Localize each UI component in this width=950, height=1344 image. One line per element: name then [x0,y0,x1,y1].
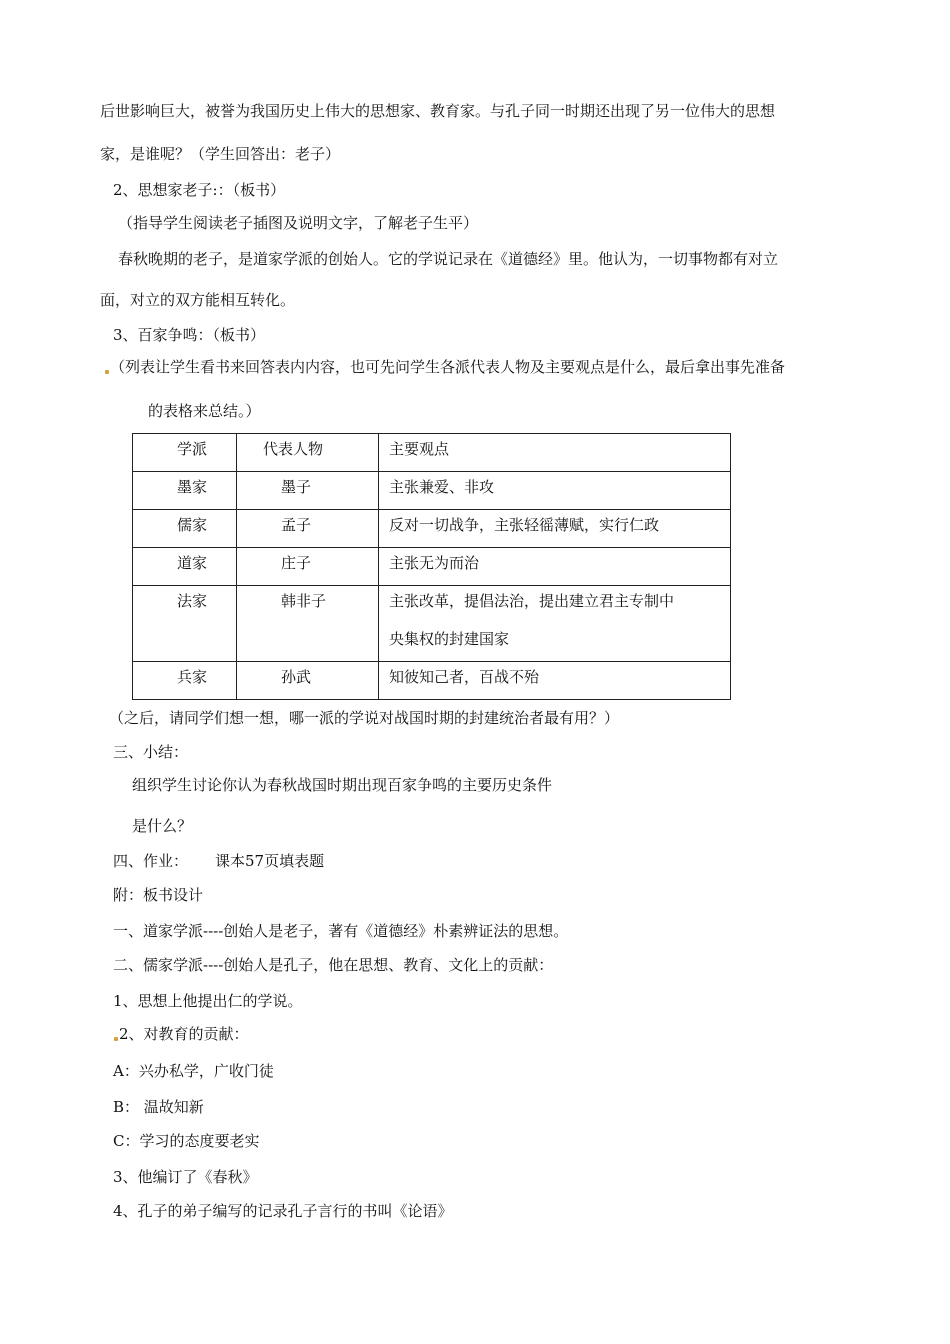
figure-cell: 韩非子 [237,586,379,662]
marker-dot-icon [105,370,109,374]
figure-cell: 庄子 [237,548,379,586]
paragraph-line: 的表格来总结。） [148,402,261,420]
view-cell [379,586,731,662]
table-row [133,586,731,662]
schools-table [132,433,731,700]
figure-cell: 孟子 [237,510,379,548]
table-header-cell: 学派 [133,434,237,472]
paragraph-line: 家，是谁呢？（学生回答出：老子） [100,145,341,163]
section-heading: 四、作业： [113,852,189,870]
board-line: 二、儒家学派----创始人是孔子，他在思想、教育、文化上的贡献： [113,956,554,974]
view-text-continued: 央集权的封建国家 [389,630,510,648]
figure-cell: 孙武 [237,662,379,700]
school-cell: 法家 [133,586,237,662]
view-text: 主张改革，提倡法治，提出建立君主专制中 [389,592,675,610]
board-line: 一、道家学派----创始人是老子，著有《道德经》朴素辨证法的思想。 [113,922,569,940]
table-header-cell: 主要观点 [379,434,731,472]
view-cell: 知彼知己者，百战不殆 [379,662,731,700]
view-cell: 主张兼爱、非攻 [379,472,731,510]
school-cell: 墨家 [133,472,237,510]
table-row [133,548,731,586]
paragraph-line: 是什么？ [132,817,193,835]
paragraph-line: 组织学生讨论你认为春秋战国时期出现百家争鸣的主要历史条件 [132,776,553,794]
paragraph-text: （列表让学生看书来回答表内内容，也可先问学生各派代表人物及主要观点是什么，最后拿出事先准备 [110,358,786,376]
view-cell: 主张无为而治 [379,548,731,586]
table-row [133,510,731,548]
school-cell: 道家 [133,548,237,586]
paragraph-line: 面，对立的双方能相互转化。 [100,291,296,309]
paragraph-line: 后世影响巨大，被誉为我国历史上伟大的思想家、教育家。与孔子同一时期还出现了另一位伟大的思想 [100,102,776,120]
table-row [133,472,731,510]
section-heading: 附：板书设计 [113,886,204,904]
paragraph-line: （之后，请同学们想一想，哪一派的学说对战国时期的封建统治者最有用？） [109,709,620,727]
section-heading: 2、思想家老子:：（板书） [113,181,286,199]
table-row [133,662,731,700]
section-heading: 三、小结： [113,743,189,761]
table-header-cell: 代表人物 [237,434,379,472]
paragraph-line [104,357,785,377]
figure-cell: 墨子 [237,472,379,510]
board-text: 2、对教育的贡献： [119,1025,249,1043]
table-header-row [133,434,731,472]
board-line: B： 温故知新 [113,1098,204,1116]
marker-dot-icon [114,1037,118,1041]
paragraph-line: （指导学生阅读老子插图及说明文字，了解老子生平） [118,214,479,232]
board-line: 4、孔子的弟子编写的记录孔子言行的书叫《论语》 [113,1202,453,1220]
school-cell: 兵家 [133,662,237,700]
board-line: 3、他编订了《春秋》 [113,1168,258,1186]
board-line [113,1024,249,1044]
section-heading: 3、百家争鸣：（板书） [113,326,266,344]
board-line: A：兴办私学，广收门徒 [113,1062,274,1080]
board-line: 1、思想上他提出仁的学说。 [113,992,303,1010]
paragraph-line: 课本57页填表题 [215,852,325,870]
paragraph-line: 春秋晚期的老子，是道家学派的创始人。它的学说记录在《道德经》里。他认为，一切事物都有对立 [118,250,779,268]
board-line: C：学习的态度要老实 [113,1132,260,1150]
view-cell: 反对一切战争，主张轻徭薄赋，实行仁政 [379,510,731,548]
school-cell: 儒家 [133,510,237,548]
